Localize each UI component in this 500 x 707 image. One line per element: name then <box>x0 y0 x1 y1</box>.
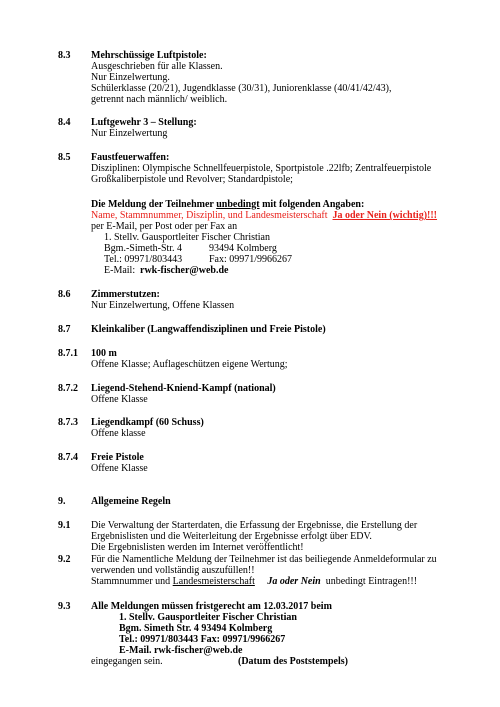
section-number: 8.7.2 <box>58 383 78 394</box>
section-number: 8.5 <box>58 152 71 163</box>
contact-fax: Fax: 09971/9966267 <box>209 254 293 265</box>
section-title: Zimmerstutzen: <box>91 289 160 300</box>
section-title: Liegend-Stehend-Kniend-Kampf (national) <box>91 383 276 394</box>
text-line: Ausgeschrieben für alle Klassen. <box>91 61 223 72</box>
section-title: Kleinkaliber (Langwaffendisziplinen und Freie Pistole) <box>91 324 326 335</box>
section-number: 8.7 <box>58 324 71 335</box>
text-line: Ergebnislisten und die Weiterleitung der Ergebnisse erfolgt über EDV. <box>91 531 372 542</box>
text-line: Nur Einzelwertung, Offene Klassen <box>91 300 235 311</box>
text-line: per E-Mail, per Post oder per Fax an <box>91 221 238 232</box>
contact-line: 1. Stellv. Gausportleiter Fischer Christian <box>119 612 297 623</box>
text-line: Offene Klasse <box>91 394 148 405</box>
section-number: 9.2 <box>58 554 71 565</box>
text-line: verwenden und vollständig auszufüllen!! <box>91 565 255 576</box>
text-line: Offene klasse <box>91 428 146 439</box>
postmark-note: (Datum des Poststempels) <box>238 656 348 667</box>
contact-line: E-Mail. rwk-fischer@web.de <box>119 645 243 656</box>
contact-email-label: E-Mail: <box>104 265 136 276</box>
text-line: Die Verwaltung der Starterdaten, die Erfassung der Ergebnisse, die Erstellung der <box>91 520 418 531</box>
text-line: Schülerklasse (20/21), Jugendklasse (30/31), Juniorenklasse (40/41/42/43), <box>91 83 392 94</box>
meldung-heading: Die Meldung der Teilnehmer unbedingt mit folgenden Angaben: <box>91 199 365 210</box>
text-line: Offene Klasse <box>91 463 148 474</box>
section-number: 8.7.3 <box>58 417 78 428</box>
text-line: getrennt nach männlich/ weiblich. <box>91 94 228 105</box>
section-title: Faustfeuerwaffen: <box>91 152 170 163</box>
contact-name: 1. Stellv. Gausportleiter Fischer Christian <box>104 232 270 243</box>
text-line: Großkaliberpistole und Revolver; Standardpistole; <box>91 174 293 185</box>
section-title: 100 m <box>91 348 117 359</box>
section-number: 8.3 <box>58 50 71 61</box>
text-line: Für die Namentliche Meldung der Teilnehmer ist das beiliegende Anmeldeformular zu <box>91 554 437 565</box>
contact-street: Bgm.-Simeth-Str. 4 <box>104 243 183 254</box>
section-title: Alle Meldungen müssen fristgerecht am 12.03.2017 beim <box>91 601 332 612</box>
text-line: Die Ergebnislisten werden im Internet veröffentlicht! <box>91 542 304 553</box>
section-title: Freie Pistole <box>91 452 144 463</box>
contact-city: 93494 Kolmberg <box>209 243 277 254</box>
section-number: 8.4 <box>58 117 71 128</box>
contact-line: Tel.: 09971/803443 Fax: 09971/9966267 <box>119 634 286 645</box>
contact-email-link[interactable]: rwk-fischer@web.de <box>140 265 229 276</box>
contact-tel: Tel.: 09971/803443 <box>104 254 183 265</box>
section-number: 8.7.1 <box>58 348 78 359</box>
text-line: Offene Klasse; Auflageschützen eigene Wertung; <box>91 359 288 370</box>
text-line: Nur Einzelwertung <box>91 128 168 139</box>
text-line: Nur Einzelwertung. <box>91 72 170 83</box>
section-number: 9.1 <box>58 520 71 531</box>
contact-line: Bgm. Simeth Str. 4 93494 Kolmberg <box>119 623 273 634</box>
section-number: 8.7.4 <box>58 452 78 463</box>
meldung-required-fields: Name, Stammnummer, Disziplin, und Landesmeisterschaft Ja oder Nein (wichtig)!!! <box>91 210 438 221</box>
text-line: eingegangen sein. <box>91 656 163 667</box>
section-title: Liegendkampf (60 Schuss) <box>91 417 204 428</box>
section-title: Allgemeine Regeln <box>91 496 171 507</box>
eintragen-line: Stammnummer und Landesmeisterschaft Ja oder Nein unbedingt Eintragen!!! <box>91 576 418 587</box>
section-number: 9.3 <box>58 601 71 612</box>
section-number: 8.6 <box>58 289 71 300</box>
section-title: Luftgewehr 3 – Stellung: <box>91 117 197 128</box>
text-line: Disziplinen: Olympische Schnellfeuerpistole, Sportpistole .22lfb; Zentralfeuerpistole <box>91 163 432 174</box>
section-title: Mehrschüssige Luftpistole: <box>91 50 207 61</box>
section-number: 9. <box>58 496 66 507</box>
